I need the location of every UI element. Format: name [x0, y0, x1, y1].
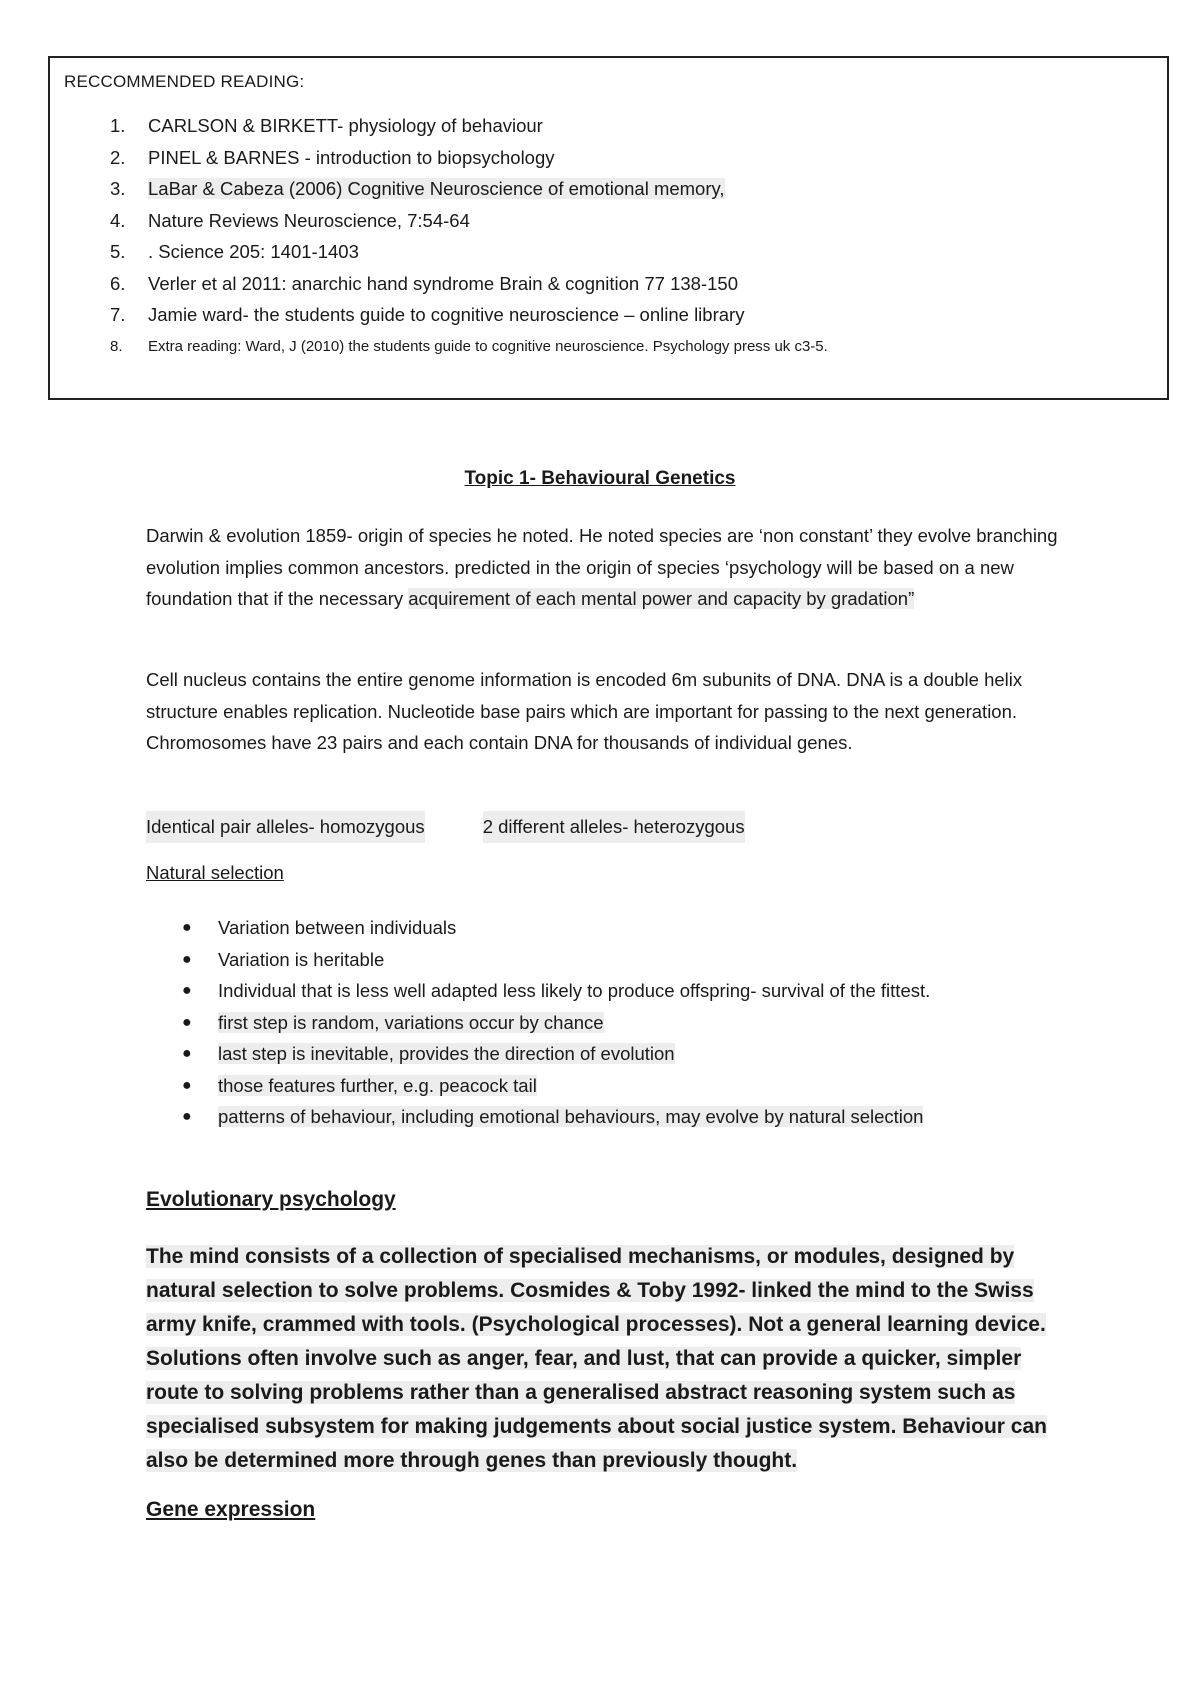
recommended-reading-list — [64, 110, 1153, 362]
list-item: ● first step is random, variations occur by chance — [146, 1007, 1076, 1039]
reading-item: 8. Extra reading: Ward, J (2010) the students guide to cognitive neuroscience. Psychology press uk c3-5. — [110, 337, 828, 355]
homozygous-text: Identical pair alleles- homozygous — [146, 811, 425, 843]
topic-title: Topic 1- Behavioural Genetics — [464, 468, 736, 489]
bullet-icon: ● — [182, 1108, 192, 1125]
list-item: ● Individual that is less well adapted less likely to produce offspring- survival of the fittest. — [146, 975, 1076, 1007]
reading-item: 2. PINEL & BARNES - introduction to biopsychology — [110, 146, 555, 168]
heterozygous-text: 2 different alleles- heterozygous — [483, 811, 745, 843]
reading-item: 4. Nature Reviews Neuroscience, 7:54-64 — [110, 209, 470, 231]
alleles-line — [146, 811, 1076, 843]
bullet-icon: ● — [182, 919, 192, 936]
evolutionary-psychology-heading: Evolutionary psychology — [146, 1188, 396, 1211]
bullet-icon: ● — [182, 1013, 192, 1031]
cell-nucleus-paragraph: Cell nucleus contains the entire genome information is encoded 6m subunits of DNA. DNA is a double helix structure enables replication. Nucleotide base pairs which are important for passing to the next generation. Chromosomes have 23 pairs and each contain DNA for thousands of individual genes. — [146, 669, 1023, 753]
bullet-icon: ● — [182, 982, 192, 999]
bullet-icon: ● — [182, 950, 192, 968]
evolutionary-psychology-paragraph: The mind consists of a collection of specialised mechanisms, or modules, designed by natural selection to solve problems. Cosmides & Toby 1992- linked the mind to the Swiss army knife, crammed with tools. (Psychological processes). Not a general learning device. Solutions often involve such as anger, fear, and lust, that can provide a quicker, simpler route to solving problems rather than a generalised abstract reasoning system such as specialised subsystem for making judgements about social justice system. Behaviour can also be determined more through genes than previously thought. — [146, 1245, 1047, 1472]
reading-item: 1. CARLSON & BIRKETT- physiology of behaviour — [110, 115, 543, 136]
list-item: ● Variation between individuals — [146, 912, 1076, 944]
recommended-reading-box — [48, 56, 1169, 400]
natural-selection-list — [146, 912, 1076, 1133]
list-item: ● those features further, e.g. peacock tail — [146, 1070, 1076, 1102]
natural-selection-heading: Natural selection — [146, 862, 284, 883]
bullet-icon: ● — [182, 1076, 192, 1094]
list-item: ● patterns of behaviour, including emotional behaviours, may evolve by natural selection — [146, 1101, 1076, 1133]
reading-item: 5. . Science 205: 1401-1403 — [110, 241, 359, 262]
list-item: ● Variation is heritable — [146, 944, 1076, 976]
darwin-paragraph: Darwin & evolution 1859- origin of species he noted. He noted species are ‘non constant’ they evolve branching evolution implies common ancestors. predicted in the origin of species ‘psychology will be based on a new foundation that if the necessary acquirement of each mental power and capacity by gradation” — [146, 525, 1058, 609]
reading-item: 3. LaBar & Cabeza (2006) Cognitive Neuroscience of emotional memory, — [110, 178, 725, 199]
reading-item: 7. Jamie ward- the students guide to cognitive neuroscience – online library — [110, 304, 745, 325]
reading-item: 6. Verler et al 2011: anarchic hand syndrome Brain & cognition 77 138-150 — [110, 272, 738, 294]
recommended-reading-title: RECCOMMENDED READING: — [64, 72, 305, 91]
gene-expression-heading: Gene expression — [146, 1498, 316, 1521]
bullet-icon: ● — [182, 1045, 192, 1062]
list-item: ● last step is inevitable, provides the direction of evolution — [146, 1038, 1076, 1070]
